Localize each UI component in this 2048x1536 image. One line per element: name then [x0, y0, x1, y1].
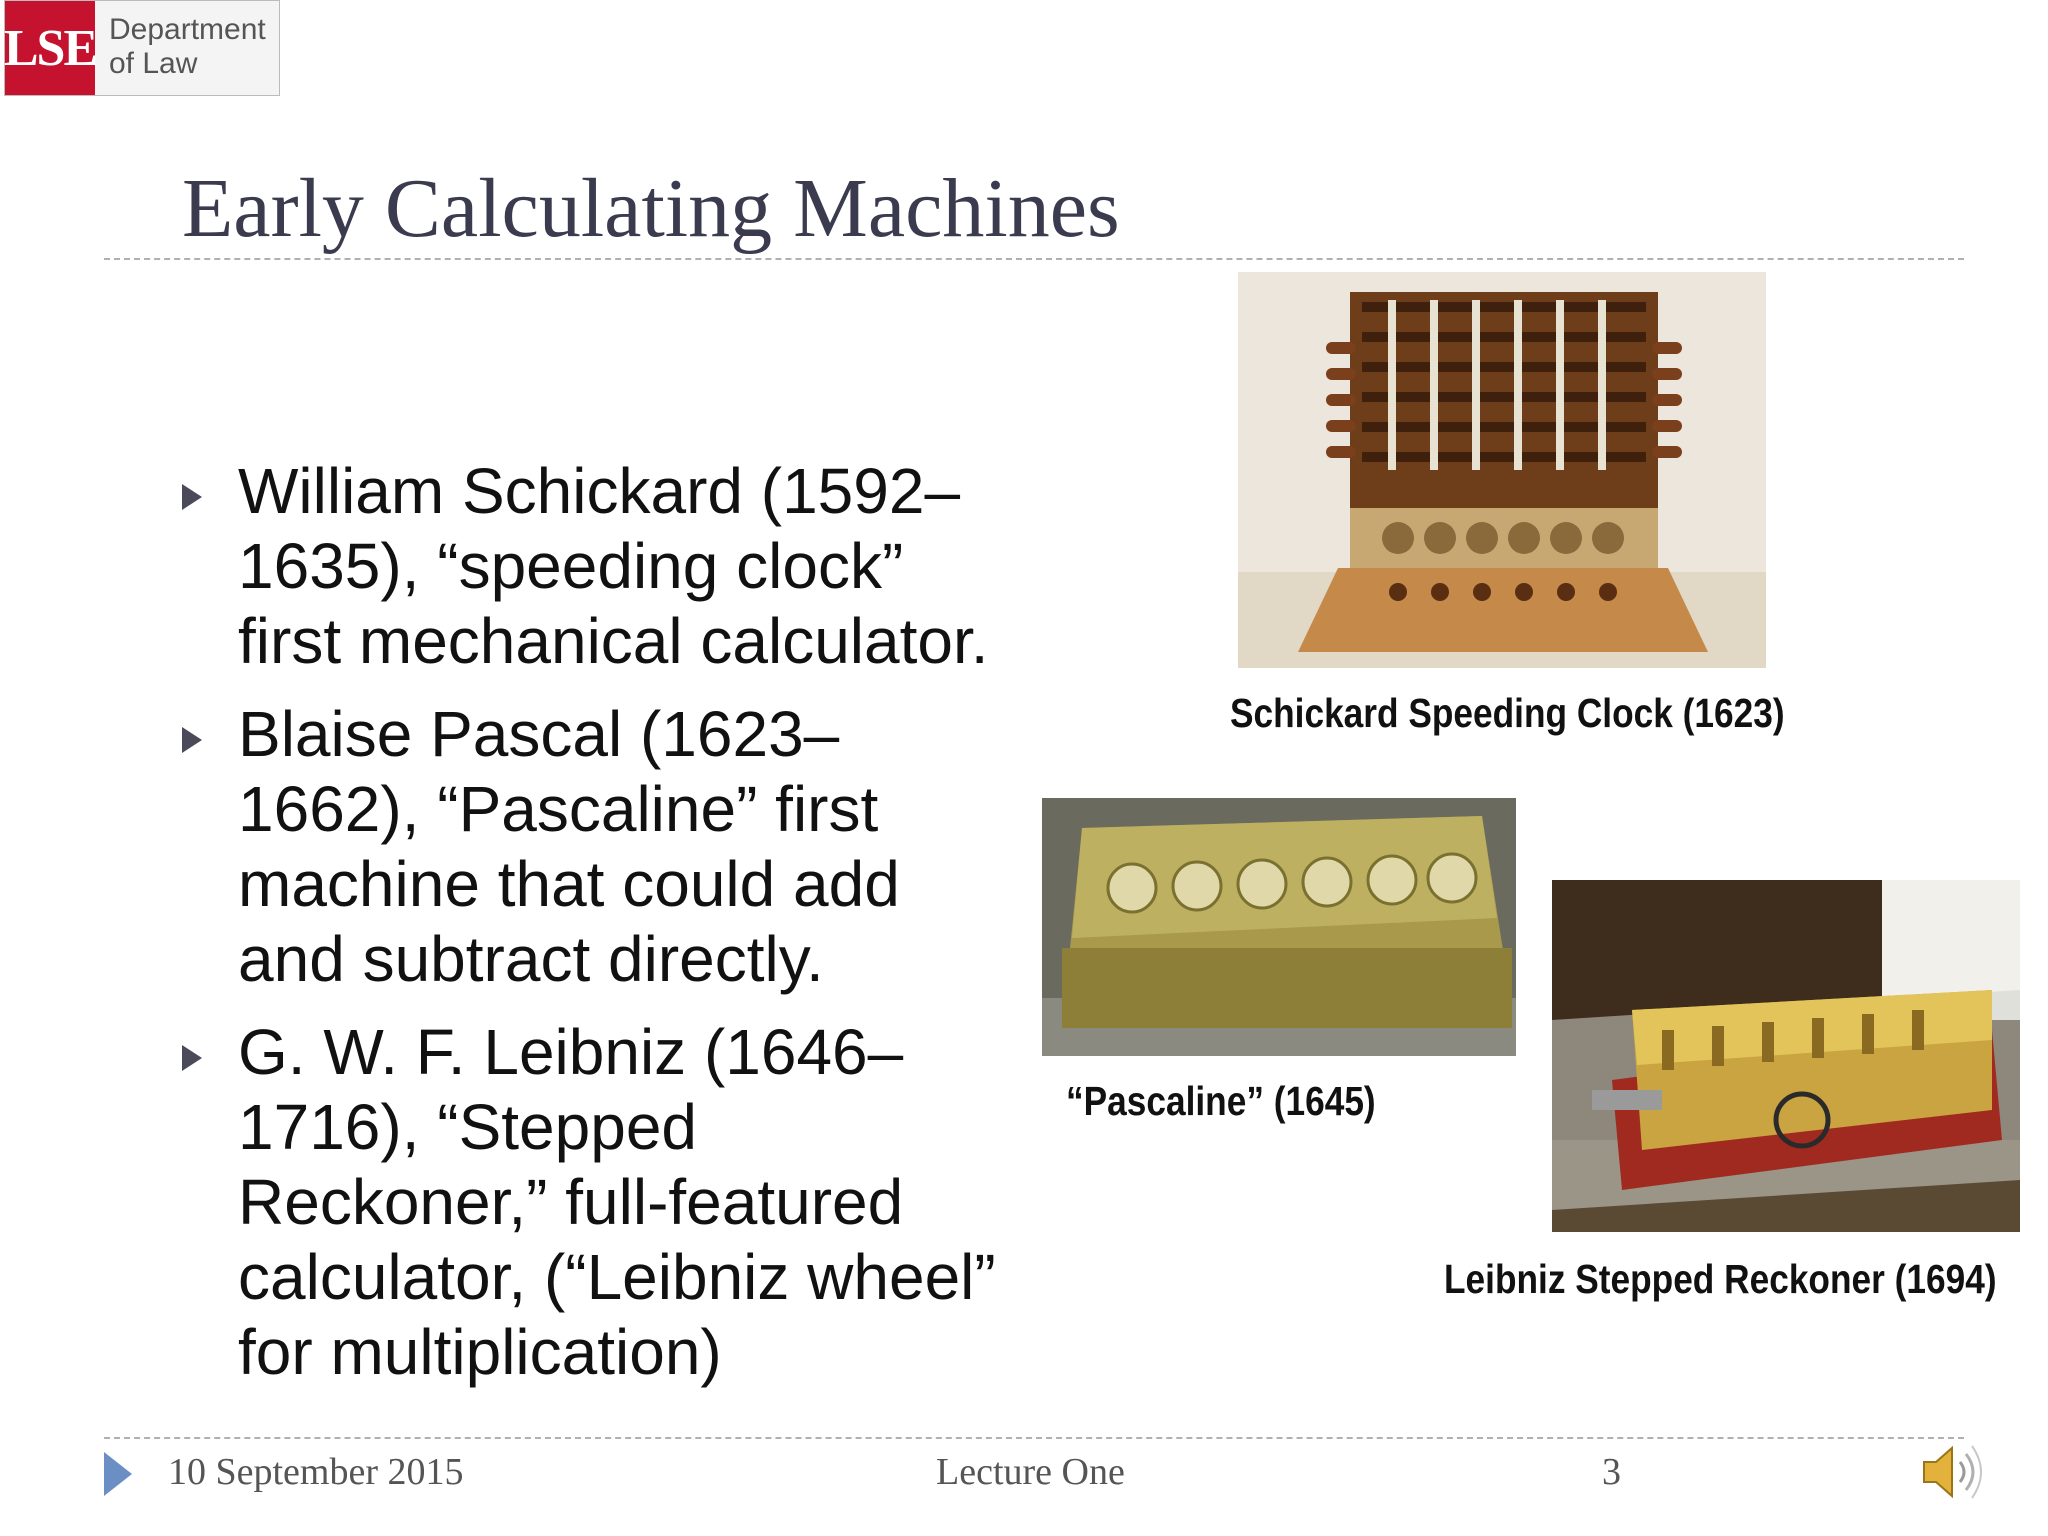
bullet-text: William Schickard (1592–1635), “speeding clock” first mechanical calculator.: [238, 455, 989, 677]
triangle-bullet-icon: [182, 727, 202, 753]
bullet-item-schickard: [176, 454, 996, 679]
schickard-caption: Schickard Speeding Clock (1623): [1230, 690, 1785, 736]
bullet-text: G. W. F. Leibniz (1646–1716), “Stepped Reckoner,” full-featured calculator, (“Leibniz wheel” for multiplication): [238, 1016, 996, 1388]
page-number: 3: [1602, 1451, 1621, 1493]
department-line-1: Department: [109, 13, 266, 46]
title-divider: [104, 258, 1964, 260]
leibniz-photo: [1552, 880, 2020, 1232]
lse-logo-icon: LSE: [5, 1, 95, 95]
bullet-text: Blaise Pascal (1623–1662), “Pascaline” first machine that could add and subtract directly.: [238, 698, 900, 995]
footer-divider: [104, 1437, 1964, 1439]
triangle-bullet-icon: [182, 1045, 202, 1071]
lse-logo: [4, 0, 280, 96]
leibniz-caption: Leibniz Stepped Reckoner (1694): [1444, 1256, 1997, 1302]
department-line-2: of Law: [109, 47, 198, 80]
bullet-item-pascal: [176, 697, 996, 997]
triangle-bullet-icon: [182, 484, 202, 510]
bullet-list: [176, 454, 996, 1408]
speaker-icon[interactable]: [1918, 1440, 1990, 1504]
bullet-item-leibniz: [176, 1015, 996, 1390]
nav-arrow-icon[interactable]: [104, 1452, 132, 1496]
department-name: [95, 1, 266, 95]
pascaline-photo: [1042, 798, 1516, 1056]
slide-title: Early Calculating Machines: [182, 162, 1120, 255]
footer-date: 10 September 2015: [168, 1451, 464, 1493]
footer-lecture: Lecture One: [936, 1451, 1125, 1493]
pascaline-caption: “Pascaline” (1645): [1066, 1078, 1376, 1124]
schickard-photo: [1238, 272, 1766, 668]
